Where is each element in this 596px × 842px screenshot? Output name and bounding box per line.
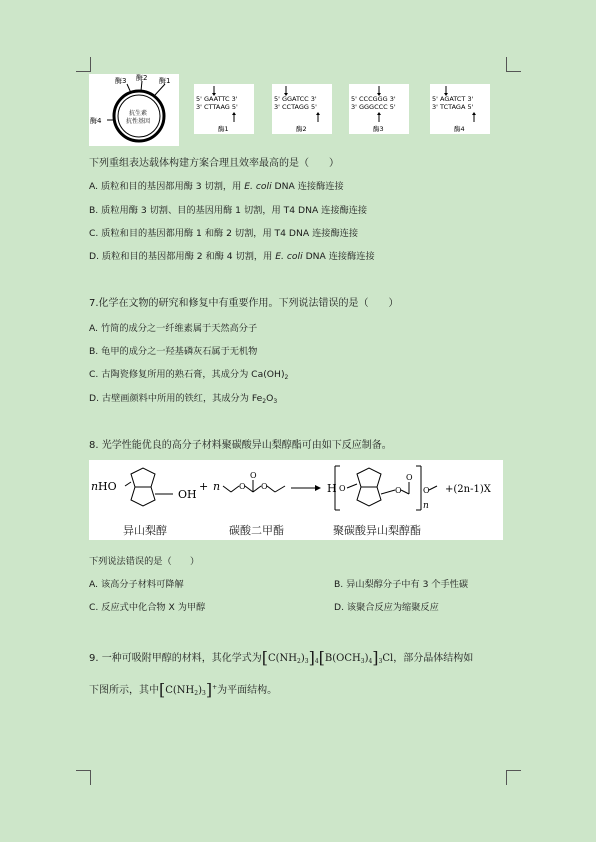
polycarbonate-label: 聚碳酸异山梨醇酯 xyxy=(333,524,421,537)
q9-f2: B(OCH xyxy=(324,653,361,664)
q9-f3-sub2: 3 xyxy=(202,690,206,697)
isosorbide-label: 异山梨醇 xyxy=(123,524,167,537)
q7-option-c-subscript: 2 xyxy=(284,374,289,381)
rxn-oh: OH xyxy=(178,488,197,501)
crop-mark-bottom-right xyxy=(506,770,521,785)
q7-option-d-sub2: 3 xyxy=(273,398,278,405)
site-1-label: 酶1 xyxy=(218,125,229,133)
rxn-o-4: O xyxy=(339,484,346,493)
q7-option-c-text: C. 古陶瓷修复所用的熟石膏，其成分为 Ca(OH) xyxy=(89,369,285,380)
q8-sub-stem: 下列说法错误的是（ ） xyxy=(89,556,200,567)
polymerization-reaction-figure xyxy=(89,460,503,540)
q6-option-a-text-2: DNA 连接酶连接 xyxy=(271,181,344,192)
q9-f1-sub: 2 xyxy=(297,658,301,665)
q6-option-d-text: D. 质粒和目的基因都用酶 2 和酶 4 切割，用 xyxy=(89,251,276,262)
rxn-plus: + xyxy=(199,480,209,493)
rxn-n-subscript: n xyxy=(423,501,429,511)
rxn-o-1: O xyxy=(239,482,246,491)
enzyme-3-label: 酶3 xyxy=(115,77,127,85)
rxn-ho: HO xyxy=(98,480,117,493)
site-2-label: 酶2 xyxy=(296,125,307,133)
rxn-o-3: O xyxy=(261,482,268,491)
q9-f2-close: ) xyxy=(364,653,369,664)
enzyme-4-label: 酶4 xyxy=(90,117,102,125)
q9-text-post: ，部分晶体结构如 xyxy=(393,653,474,664)
rxn-n-coefficient: n xyxy=(91,480,99,493)
q9-text-pre: 9. 一种可吸附甲醇的材料，其化学式为 xyxy=(89,653,262,664)
q9-f1-sub2: 3 xyxy=(304,658,309,665)
restriction-site-1 xyxy=(194,84,254,134)
site-4-bottom-strand: 3' TCTAGA 5' xyxy=(432,103,474,111)
q6-option-b: B. 质粒用酶 3 切割、目的基因用酶 1 切割，用 T4 DNA 连接酶连接 xyxy=(89,205,368,216)
q7-option-b: B. 龟甲的成分之一羟基磷灰石属于无机物 xyxy=(89,346,258,357)
q6-option-c: C. 质粒和目的基因都用酶 1 和酶 2 切割，用 T4 DNA 连接酶连接 xyxy=(89,228,359,239)
q9-f1-close: ) xyxy=(300,653,305,664)
q6-option-d-species: E. coli xyxy=(275,251,303,262)
site-3-bottom-strand: 3' GGGCCC 5' xyxy=(351,103,396,111)
enzyme-2-label: 酶2 xyxy=(136,74,148,82)
q7-option-d-o: O xyxy=(266,393,274,404)
rxn-o-7: O xyxy=(423,486,430,495)
q7-option-d-sub1: 2 xyxy=(262,398,267,405)
q9-f3-sup: + xyxy=(212,684,218,691)
site-2-top-strand: 5' GGATCC 3' xyxy=(274,95,317,103)
site-4-top-strand: 5' AGATCT 3' xyxy=(432,95,474,103)
q8-option-b: B. 异山梨醇分子中有 3 个手性碳 xyxy=(334,579,469,590)
q6-stem: 下列重组表达载体构建方案合理且效率最高的是（ ） xyxy=(89,158,339,169)
site-3-label: 酶3 xyxy=(373,125,384,133)
q6-option-a-species: E. coli xyxy=(244,181,272,192)
q8-option-c: C. 反应式中化合物 X 为甲醇 xyxy=(89,602,206,613)
q7-option-d xyxy=(89,390,277,405)
site-1-top-strand: 5' GAATTC 3' xyxy=(196,95,238,103)
crop-mark-top-left xyxy=(76,57,91,72)
q6-option-a-text: A. 质粒和目的基因都用酶 3 切割，用 xyxy=(89,181,245,192)
enzyme-1-label: 酶1 xyxy=(159,77,171,85)
q8-option-d: D. 该聚合反应为缩聚反应 xyxy=(334,602,439,613)
restriction-site-2 xyxy=(272,84,332,134)
site-2-bottom-strand: 3' CCTAGG 5' xyxy=(274,103,317,111)
rxn-o-6: O xyxy=(406,473,413,482)
q7-stem: 7.化学在文物的研究和修复中有重要作用。下列说法错误的是（ ） xyxy=(89,298,399,309)
rxn-n-coefficient-2: n xyxy=(213,480,221,493)
rxn-o-2: O xyxy=(250,471,257,480)
crop-mark-top-right xyxy=(506,57,521,72)
resistance-gene-label-1: 抗生素 xyxy=(129,110,148,117)
site-4-label: 酶4 xyxy=(454,125,465,133)
restriction-site-4 xyxy=(430,84,490,134)
q9-cation-formula: $[C(NH_2)_3]^+$ xyxy=(159,680,218,699)
rxn-h: H xyxy=(327,482,337,495)
q8-stem: 8. 光学性能优良的高分子材料聚碳酸异山梨醇酯可由如下反应制备。 xyxy=(89,440,392,451)
rxn-o-5: O xyxy=(395,486,402,495)
q9-f2-outer-sub: 3 xyxy=(378,658,383,665)
q9-f3-close: ) xyxy=(198,685,203,696)
rxn-byproduct: +(2n-1)X xyxy=(445,484,491,495)
q9-line-1 xyxy=(89,648,473,667)
site-1-bottom-strand: 3' CTTAAG 5' xyxy=(196,103,238,111)
q7-option-d-text: D. 古壁画颜料中所用的铁红，其成分为 Fe xyxy=(89,393,263,404)
q6-option-d-text-2: DNA 连接酶连接 xyxy=(302,251,375,262)
q9-f1: C(NH xyxy=(267,653,298,664)
q9-formula: $[C(NH_2)_3]_4[B(OCH_3)_4]_3Cl$ xyxy=(261,648,394,667)
q9-line-2 xyxy=(89,680,277,699)
q9-f1-outer-sub: 4 xyxy=(314,658,319,665)
resistance-gene-label-2: 抗性基因 xyxy=(126,118,151,125)
q9-f3: C(NH xyxy=(165,685,195,696)
q9-line2-post: 为平面结构。 xyxy=(217,685,278,696)
dimethyl-carbonate-label: 碳酸二甲酯 xyxy=(229,524,284,537)
q9-cl: Cl xyxy=(382,653,394,664)
site-3-top-strand: 5' CCCGGG 3' xyxy=(351,95,396,103)
q6-option-a xyxy=(89,178,344,192)
crop-mark-bottom-left xyxy=(76,770,91,785)
plasmid-figure xyxy=(89,74,179,146)
q8-option-a: A. 该高分子材料可降解 xyxy=(89,579,184,590)
q6-option-d xyxy=(89,248,375,262)
q9-f2-sub2: 4 xyxy=(368,658,373,665)
q7-option-a: A. 竹简的成分之一纤维素属于天然高分子 xyxy=(89,323,258,334)
q9-f2-sub: 3 xyxy=(360,658,365,665)
q7-option-c xyxy=(89,366,288,381)
q9-f3-sub: 2 xyxy=(194,690,199,697)
restriction-site-3 xyxy=(349,84,409,134)
q9-line2-pre: 下图所示，其中 xyxy=(89,685,159,696)
